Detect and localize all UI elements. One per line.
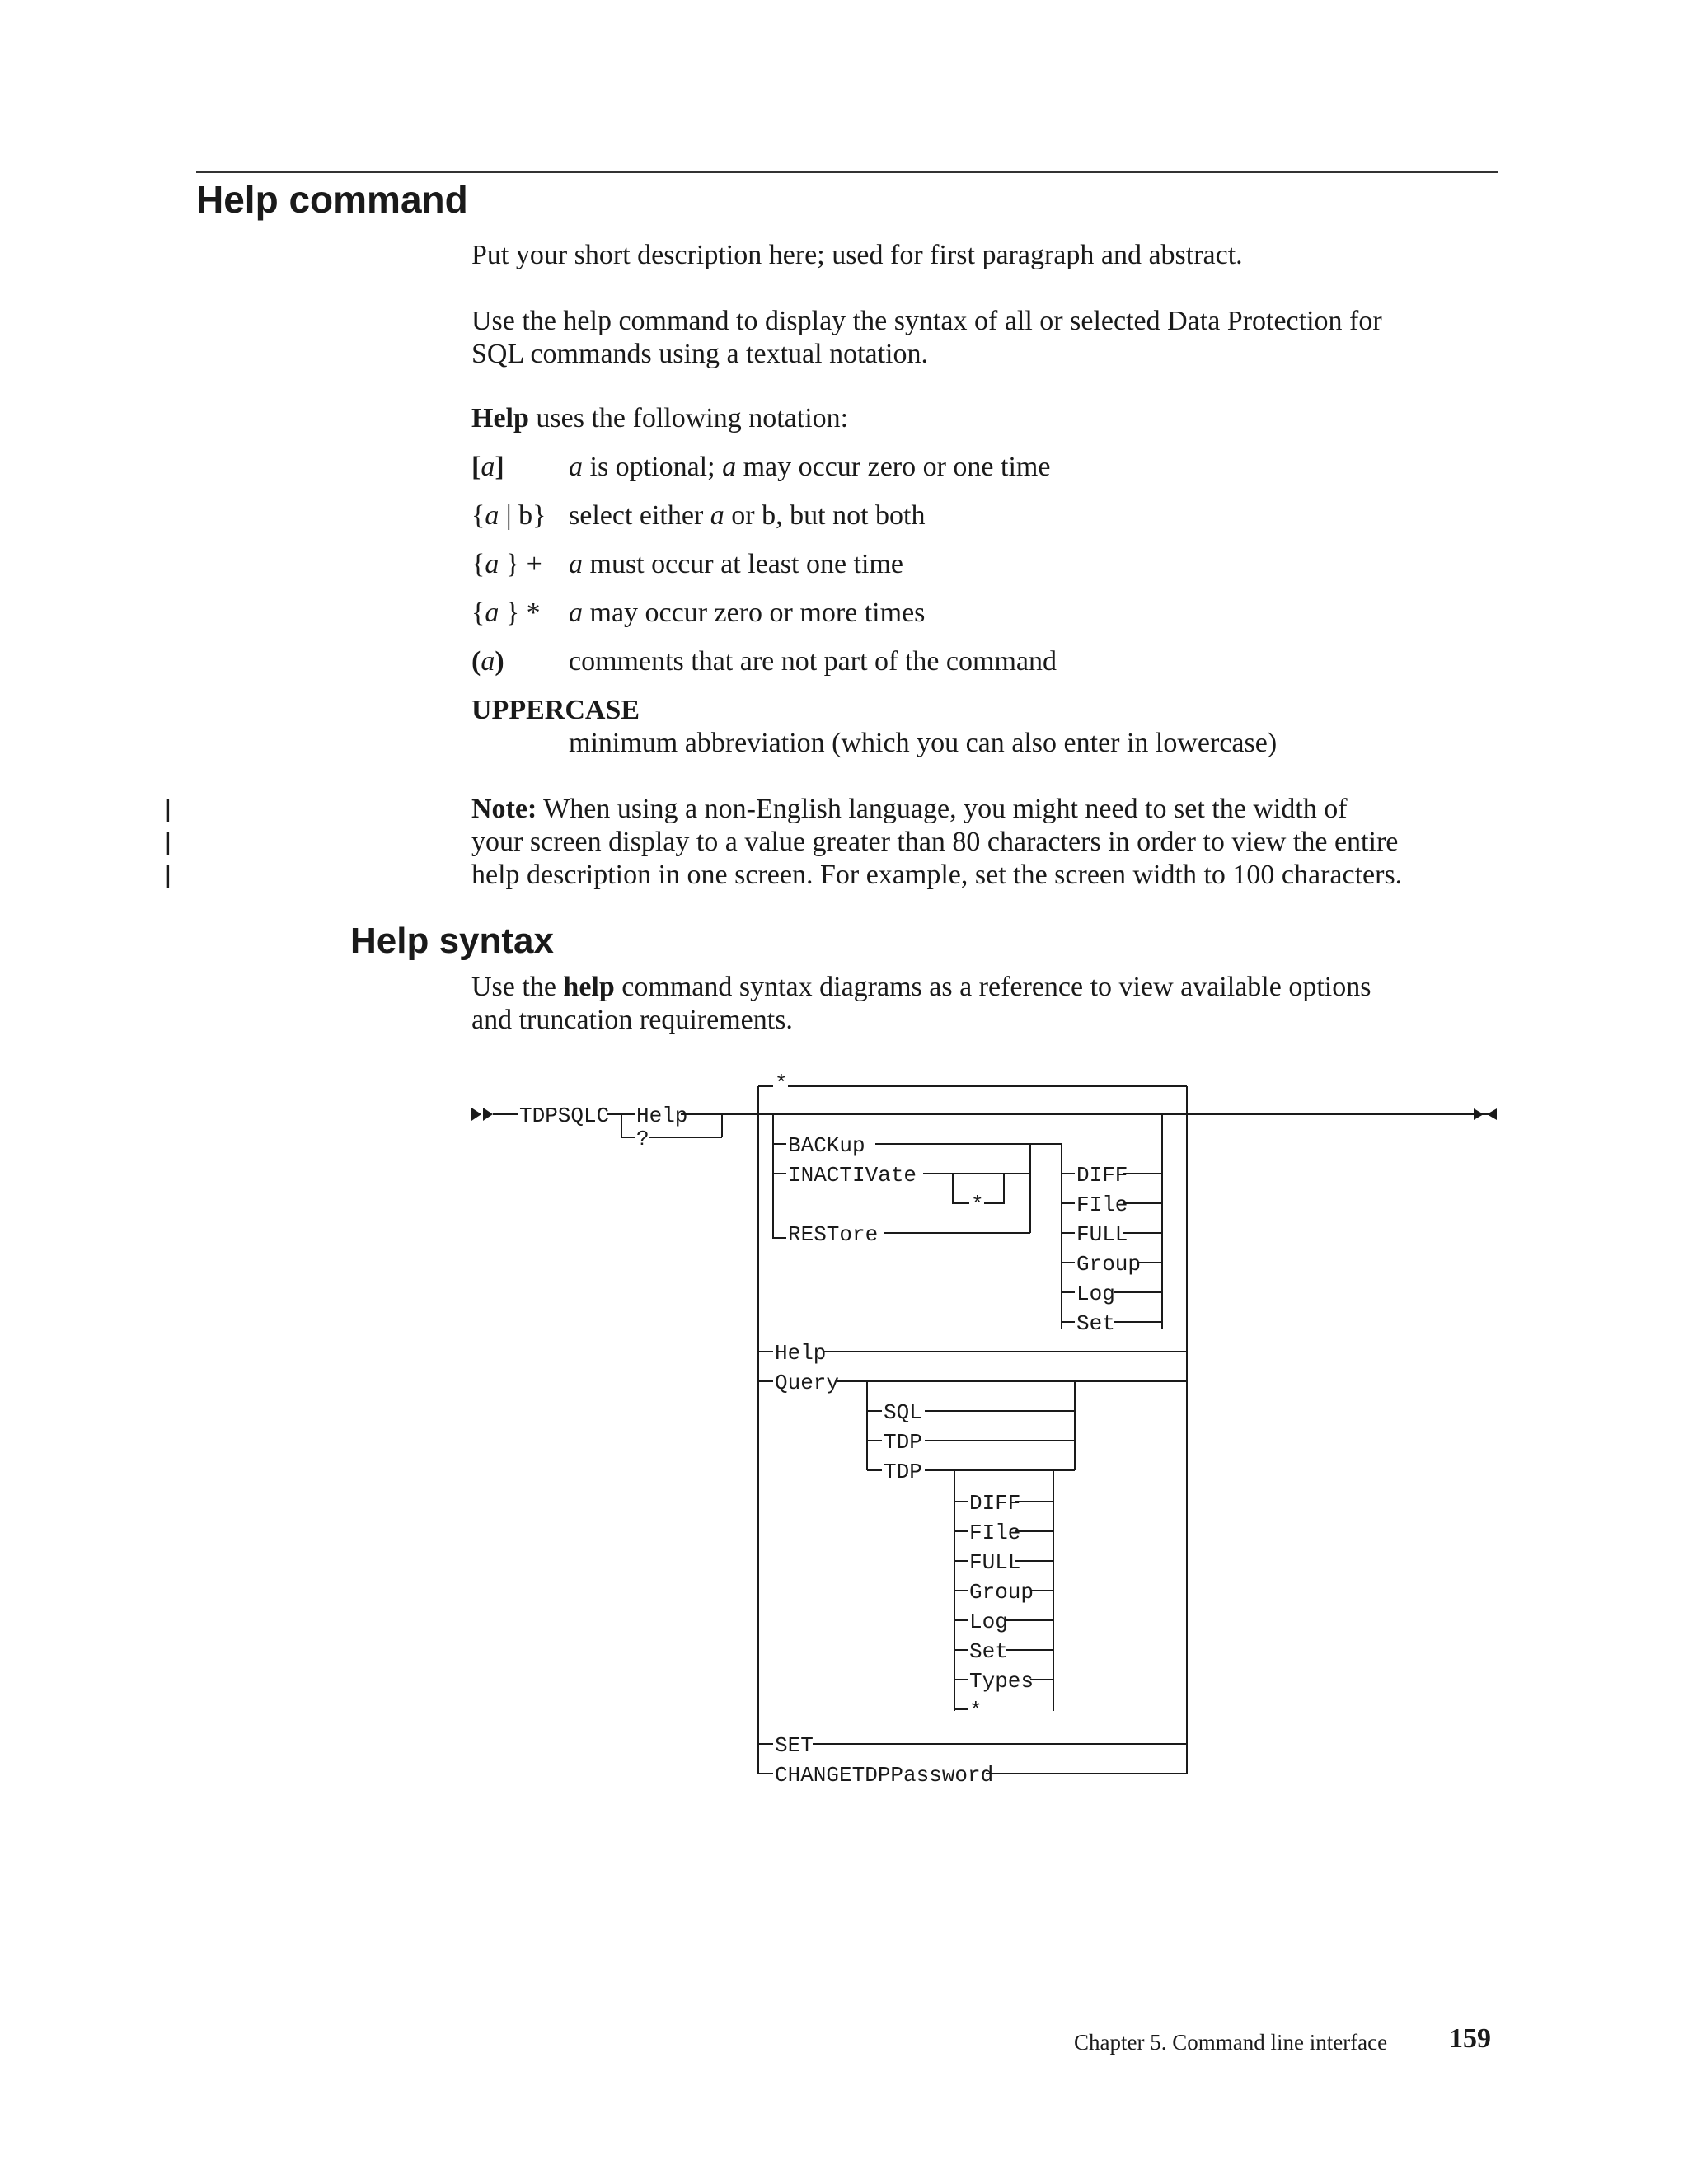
notation-term: [a] [471,452,504,482]
diagram-tdp-types: TDP [884,1460,922,1484]
diagram-set: SET [775,1733,814,1758]
diagram-cmd: TDPSQLC [519,1104,610,1128]
notation-uppercase-definition: minimum abbreviation (which you can also enter in lowercase) [569,728,1278,758]
diagram-inactivate-star: * [971,1193,984,1217]
syntax-intro: Use the help command syntax diagrams as a reference to view available options and truncation requirements. [471,972,1372,1035]
notation-term: {a } + [471,549,542,579]
notation-definition: a is optional; a may occur zero or one time [569,452,1051,482]
page-number: 159 [1449,2023,1491,2054]
diagram-type2: Types [969,1669,1034,1694]
notation-uppercase-term: UPPERCASE [471,695,640,725]
diagram-restore: RESTore [788,1222,879,1247]
note-paragraph [471,793,1500,892]
notation-term: (a) [471,646,504,677]
intro-paragraph: Use the help command to display the syntax of all or selected Data Protection for SQL commands using a textual notation. [471,306,1382,369]
diagram-tdp: TDP [884,1430,922,1455]
diagram-type1: Group [1076,1252,1142,1277]
syntax-diagram [462,1071,1500,1797]
diagram-help-option: Help [775,1341,827,1366]
notation-definition: comments that are not part of the command [569,646,1057,677]
diagram-start-arrow [471,1108,493,1121]
revision-bar: | [165,795,171,823]
notation-intro-text: uses the following notation: [528,403,849,434]
diagram-query: Query [775,1371,840,1395]
diagram-inactivate: INACTIVate [788,1163,917,1188]
notation-definition: a must occur at least one time [569,549,903,579]
top-rule [196,171,1498,173]
diagram-help: Help [636,1104,688,1128]
diagram-backup: BACKup [788,1133,865,1158]
revision-bar: | [165,861,171,888]
diagram-type1: Set [1076,1311,1115,1336]
short-description: Put your short description here; used for first paragraph and abstract. [471,240,1243,270]
note-label: Note: [471,794,537,824]
diagram-type2: Set [969,1639,1008,1664]
diagram-sql: SQL [884,1400,922,1425]
diagram-question: ? [636,1127,649,1151]
notation-definition: a may occur zero or more times [569,598,926,628]
diagram-type2: Group [969,1580,1034,1605]
diagram-type1: Log [1076,1282,1115,1306]
notation-intro-bold: Help [471,403,529,434]
notation-term: {a } * [471,598,541,628]
diagram-type1: DIFF [1076,1163,1128,1188]
revision-bar: | [165,828,171,855]
notation-intro [471,402,1500,435]
diagram-type2: FULL [969,1550,1021,1575]
footer-chapter: Chapter 5. Command line interface [1074,2030,1388,2055]
notation-definition: select either a or b, but not both [569,500,926,531]
diagram-type1: FIle [1076,1193,1128,1217]
diagram-type2: FIle [969,1521,1021,1545]
diagram-star: * [775,1071,788,1096]
section-heading: Help syntax [350,921,554,961]
diagram-type1: FULL [1076,1222,1128,1247]
diagram-type2: * [969,1699,982,1723]
diagram-type2: Log [969,1610,1008,1634]
page-title: Help command [196,178,468,221]
note-text: When using a non-English language, you might need to set the width of your screen display to a value greater than 80 characters in order to view the entire help description in one screen. For example, set the screen width to 100 characters. [471,794,1403,890]
notation-term: {a | b} [471,500,546,531]
diagram-type2: DIFF [969,1491,1021,1516]
diagram-changetdppassword: CHANGETDPPassword [775,1763,994,1788]
